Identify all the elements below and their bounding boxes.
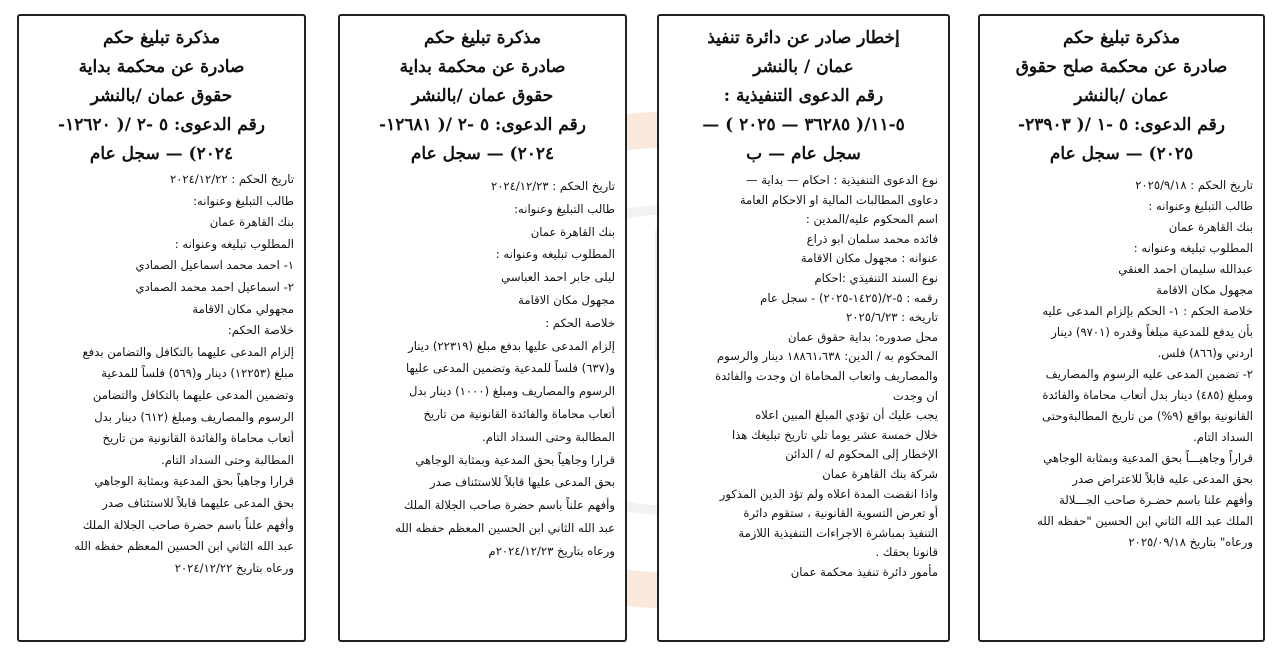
body-line: الرسوم والمصاريف ومبلغ (٦١٢) دينار بدل	[94, 409, 294, 424]
body-line: القانونية بواقع (٩%) من تاريخ المطالبةوحتى	[1042, 409, 1253, 423]
body-line: عبدالله سليمان احمد العنقي	[1118, 262, 1253, 276]
body-line: الرسوم والمصاريف ومبلغ (١٠٠٠) دينار بدل	[409, 384, 615, 399]
body-line: خلاصة الحكم :	[545, 315, 615, 330]
body-line: ١- احمد محمد اسماعيل الصمادي	[135, 258, 294, 273]
body-line: قرارا وجاهياً بحق المدعية وبمثابة الوجاهي	[94, 474, 294, 489]
body-line: المطالبة وحتى السداد التام.	[161, 452, 294, 467]
body-line: ومبلغ (٤٨٥) دينار بدل أتعاب محاماة والفائدة	[1042, 388, 1253, 402]
notice-body	[29, 169, 294, 579]
body-line: بحق المدعى عليهما قابلاً للاستئناف صدر	[102, 495, 294, 510]
body-line: أتعاب محاماة والفائدة القانونية من تاريخ	[423, 406, 615, 421]
notice-first-instance-judgment-12681	[338, 14, 627, 642]
body-line: تاريخ الحكم : ٢٠٢٥/٩/١٨	[1135, 178, 1253, 192]
title-line: رقم الدعوى: ٥ -١ /( ٢٣٩٠٣-	[1018, 115, 1225, 135]
body-line: عبد الله الثاني ابن الحسين المعظم حفظه الله	[395, 520, 615, 535]
body-line: اردني و(٨٦٦) فلس.	[1157, 346, 1253, 360]
body-line: ورعاه" بتاريخ ٢٠٢٥/٠٩/١٨	[1128, 535, 1253, 549]
notice-title	[669, 24, 938, 169]
body-line: بنك القاهرة عمان	[530, 224, 615, 239]
body-line: تاريخ الحكم : ٢٠٢٤/١٢/٢٣	[490, 179, 615, 193]
body-line: تاريخه : ٢٠٢٥/٦/٢٣	[846, 310, 938, 325]
body-line: محل صدوره: بداية حقوق عمان	[788, 329, 938, 344]
body-line: بنك القاهرة عمان	[209, 215, 294, 230]
body-line: بحق المدعى عليها قابلاً للاستئناف صدر	[429, 475, 615, 490]
title-line: صادرة عن محكمة بداية	[399, 57, 566, 77]
body-line: وتضمين المدعى عليهما بالتكافل والتضامن	[92, 387, 294, 402]
body-line: قانونا بحقك .	[875, 545, 938, 560]
title-line: عمان /بالنشر	[1074, 86, 1169, 106]
body-line: أتعاب محاماة والفائدة القانونية من تاريخ	[102, 431, 294, 446]
body-line: قرارا وجاهياً بحق المدعية وبمثابة الوجاهي	[415, 452, 615, 467]
notice-execution	[657, 14, 950, 642]
title-line: مذكرة تبليغ حكم	[102, 28, 221, 48]
body-line: المطلوب تبليغه وعنوانه :	[174, 236, 294, 251]
title-line: سجل عام — ب	[746, 144, 861, 164]
title-line: حقوق عمان /بالنشر	[411, 86, 554, 106]
notice-title	[350, 24, 615, 169]
notice-title	[29, 24, 294, 169]
body-line: خلاصة الحكم : ١- الحكم بإلزام المدعى عليه	[1042, 304, 1253, 318]
body-line: طالب التبليغ وعنوانه:	[514, 201, 615, 216]
body-line: يجب عليك أن تؤدي المبلغ المبين اعلاه	[755, 408, 938, 423]
body-line: رقمه : ٥-٢/(١٤٢٥-٢٠٢٥) - سجل عام	[760, 290, 938, 305]
body-line: المطالبة وحتى السداد التام.	[482, 429, 615, 444]
title-line: إخطار صادر عن دائرة تنفيذ	[707, 28, 900, 48]
body-line: المطلوب تبليغه وعنوانه :	[495, 247, 615, 262]
body-line: بنك القاهرة عمان	[1168, 220, 1253, 234]
title-line: مذكرة تبليغ حكم	[1062, 28, 1181, 48]
body-line: و(٦٣٧) فلساً للمدعية وتضمين المدعى عليها	[406, 361, 615, 376]
body-line: وأفهم علناً باسم حضرة صاحب الجلالة الملك	[403, 498, 615, 513]
body-line: قراراً وجاهيـــاً بحق المدعية وبمثابة الوجاهي	[1043, 451, 1253, 465]
body-line: نوع الدعوى التنفيذية : احكام — بداية —	[746, 173, 938, 187]
title-line: ٢٠٢٤) — سجل عام	[89, 144, 234, 164]
body-line: بحق المدعى عليه قابلاً للاعتراض صدر	[1072, 472, 1253, 486]
body-line: مجهول مكان الاقامة	[518, 292, 615, 307]
body-line: عبد الله الثاني ابن الحسين المعظم حفظه الله	[74, 539, 294, 554]
body-line: بأن يدفع للمدعية مبلغاً وقدره (٩٧٠١) دينار	[1051, 325, 1253, 339]
body-line: المطلوب تبليغه وعنوانه :	[1133, 241, 1253, 255]
body-line: تاريخ الحكم : ٢٠٢٤/١٢/٢٢	[169, 172, 294, 186]
body-line: والمصاريف واتعاب المحاماة ان وجدت والفائدة	[715, 368, 938, 383]
body-line: طالب التبليغ وعنوانه :	[1148, 199, 1253, 213]
body-line: واذا انقضت المدة اعلاه ولم تؤد الدين المذكور	[719, 486, 938, 501]
body-line: خلال خمسة عشر يوما تلي تاريخ تبليغك هذا	[732, 427, 938, 442]
body-line: مبلغ (١٢٢٥٣) دينار و(٥٦٩) فلساً للمدعية	[101, 366, 294, 381]
notice-body	[669, 171, 938, 582]
body-line: الإخطار إلى المحكوم له / الدائن	[785, 447, 938, 462]
body-line: نوع السند التنفيذي :احكام	[814, 270, 938, 285]
body-line: السداد التام.	[1193, 430, 1253, 444]
notice-first-instance-judgment-12620	[17, 14, 306, 642]
notice-title	[990, 24, 1253, 169]
body-line: التنفيذ بمباشرة الاجراءات التنفيذية اللازمة	[738, 525, 938, 540]
title-line: رقم الدعوى: ٥ -٢ /( ١٢٦٢٠-	[58, 115, 265, 135]
body-line: شركة بنك القاهرة عمان	[822, 466, 938, 481]
body-line: وأفهم علنا باسم حضـرة صاحب الجـــلالة	[1059, 493, 1253, 507]
body-line: إلزام المدعى عليها بدفع مبلغ (٢٢٣١٩) دينار	[408, 338, 615, 353]
body-line: ان وجدت	[892, 388, 938, 403]
body-line: ورعاه بتاريخ ٢٠٢٤/١٢/٢٢	[174, 560, 294, 575]
body-line: ٢- تضمين المدعى عليه الرسوم والمصاريف	[1045, 367, 1253, 381]
notice-civil-judgment	[978, 14, 1265, 642]
title-line: رقم الدعوى التنفيذية :	[723, 86, 884, 106]
signature-line: مأمور دائرة تنفيذ محكمة عمان	[790, 564, 938, 579]
body-line: مجهولي مكان الاقامة	[192, 301, 294, 316]
body-line: ورعاه بتاريخ ٢٠٢٤/١٢/٢٣م	[488, 543, 615, 558]
title-line: عمان / بالنشر	[753, 57, 854, 77]
title-line: حقوق عمان /بالنشر	[90, 86, 233, 106]
notice-body	[350, 175, 615, 563]
body-line: مجهول مكان الاقامة	[1156, 283, 1253, 297]
title-line: رقم الدعوى: ٥ -٢ /( ١٢٦٨١-	[379, 115, 586, 135]
title-line: صادرة عن محكمة صلح حقوق	[1015, 57, 1228, 77]
body-line: أو تعرض التسوية القانونية ، ستقوم دائرة	[743, 506, 938, 521]
title-line: صادرة عن محكمة بداية	[78, 57, 245, 77]
title-line: ٥-١١/( ٣٦٢٨٥ — ٢٠٢٥ ) —	[702, 115, 905, 135]
body-line: طالب التبليغ وعنوانه:	[193, 193, 294, 208]
body-line: اسم المحكوم عليه/المدين :	[805, 212, 938, 227]
body-line: دعاوى المطالبات المالية او الاحكام العامة	[739, 192, 938, 207]
body-line: المحكوم به / الدين: ١٨٨٦١،٦٣٨ دينار والرسوم	[717, 349, 938, 364]
body-line: الملك عبد الله الثاني ابن الحسين "حفظه الله	[1037, 514, 1253, 528]
notice-body	[990, 175, 1253, 553]
body-line: فائده محمد سلمان ابو ذراع	[806, 231, 938, 246]
title-line: ٢٠٢٥) — سجل عام	[1049, 144, 1194, 164]
body-line: ٢- اسماعيل احمد محمد الصمادي	[135, 279, 294, 294]
body-line: خلاصة الحكم:	[227, 323, 294, 338]
body-line: عنوانه : مجهول مكان الاقامة	[800, 251, 938, 266]
title-line: مذكرة تبليغ حكم	[423, 28, 542, 48]
body-line: ليلى جابر احمد العباسي	[501, 270, 615, 285]
body-line: إلزام المدعى عليهما بالتكافل والتضامن بدفع	[82, 344, 294, 359]
body-line: وأفهم علناً باسم حضرة صاحب الجلالة الملك	[82, 517, 294, 532]
title-line: ٢٠٢٤) — سجل عام	[410, 144, 555, 164]
